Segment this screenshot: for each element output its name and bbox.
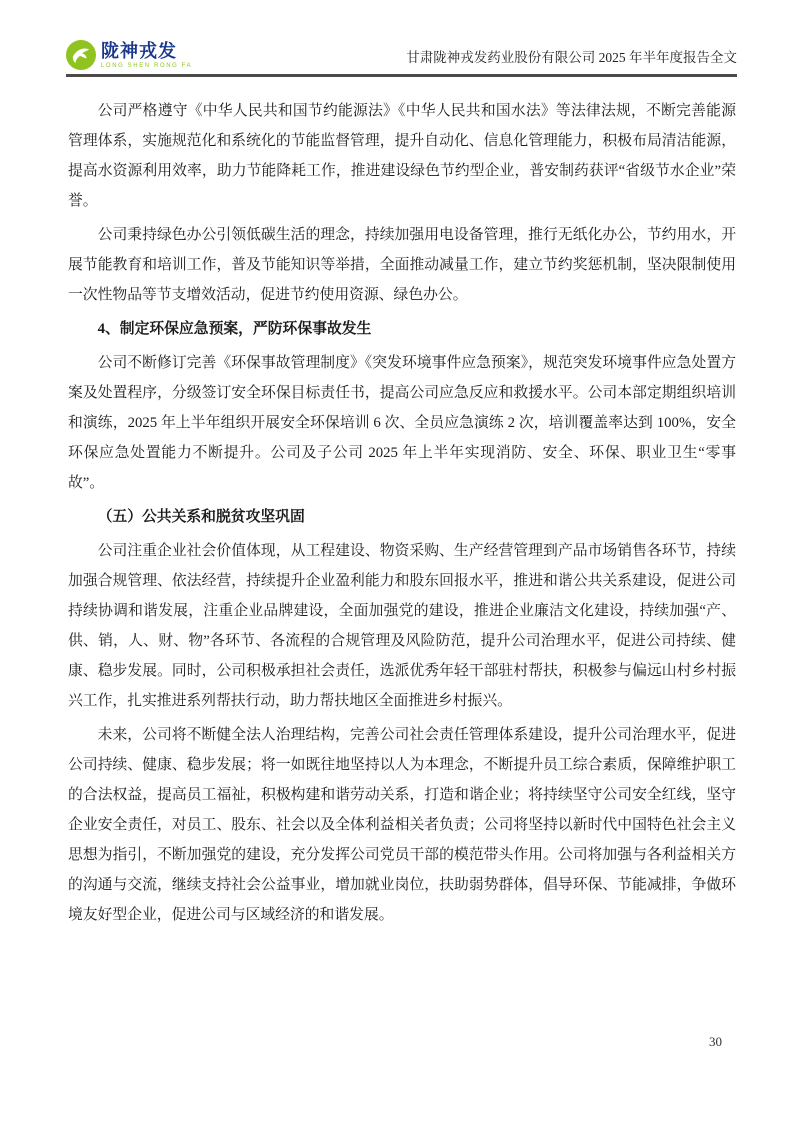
- paragraph-green-office: 公司秉持绿色办公引领低碳生活的理念，持续加强用电设备管理，推行无纸化办公，节约用水，开展节能教育和培训工作，普及节能知识等举措，全面推动减量工作，建立节约奖惩机制，坚决限制使用一次性物品等节支增效活动，促进节约使用资源、绿色办公。: [68, 227, 736, 303]
- paragraph-future-plan: 未来，公司将不断健全法人治理结构，完善公司社会责任管理体系建设，提升公司治理水平，促进公司持续、健康、稳步发展；将一如既往地坚持以人为本理念，不断提升员工综合素质，保障维护职工的合法权益，提高员工福祉，积极构建和谐劳动关系，打造和谐企业；将持续坚守公司安全红线，坚守企业安全责任，对员工、股东、社会以及全体利益相关者负责；公司将坚持以新时代中国特色社会主义思想为指引，不断加强党的建设，充分发挥公司党员干部的模范带头作用。公司将加强与各利益相关方的沟通与交流，继续支持社会公益事业，增加就业岗位，扶助弱势群体，倡导环保、节能减排，争做环境友好型企业，促进公司与区域经济的和谐发展。: [68, 727, 736, 923]
- paragraph-emergency-plan: 公司不断修订完善《环保事故管理制度》《突发环境事件应急预案》，规范突发环境事件应急处置方案及处置程序，分级签订安全环保目标责任书，提高公司应急反应和救援水平。公司本部定期组织培训和演练，2025 年上半年组织开展安全环保培训 6 次、全员应急演练 2 次，培训覆盖率达到 100%，安全环保应急处置能力不断提升。公司及子公司 2025 年上半年实现消防、安全、环保、职业卫生“零事故”。: [68, 355, 736, 491]
- report-title: 甘肃陇神戎发药业股份有限公司 2025 年半年度报告全文: [406, 50, 737, 65]
- section-heading-emergency-plan: 4、制定环保应急预案，严防环保事故发生: [97, 321, 372, 337]
- company-logo-subtitle: LONG SHEN RONG FA: [101, 62, 193, 69]
- page-header: [66, 40, 737, 77]
- section-heading-public-relations: （五）公共关系和脱贫攻坚巩固: [97, 509, 305, 525]
- page-number: 30: [709, 1034, 722, 1049]
- company-logo-name: 陇神戎发: [101, 40, 177, 61]
- company-logo-icon: [66, 40, 96, 70]
- paragraph-social-value: 公司注重企业社会价值体现，从工程建设、物资采购、生产经营管理到产品市场销售各环节，持续加强合规管理、依法经营，持续提升企业盈利能力和股东回报水平，推进和谐公共关系建设，促进公司持续协调和谐发展，注重企业品牌建设，全面加强党的建设，推进企业廉洁文化建设，持续加强“产、供、销，人、财、物”各环节、各流程的合规管理及风险防范，提升公司治理水平，促进公司持续、健康、稳步发展。同时，公司积极承担社会责任，选派优秀年轻干部驻村帮扶，积极参与偏远山村乡村振兴工作，扎实推进系列帮扶行动，助力帮扶地区全面推进乡村振兴。: [68, 543, 736, 709]
- paragraph-energy-law: 公司严格遵守《中华人民共和国节约能源法》《中华人民共和国水法》等法律法规，不断完善能源管理体系，实施规范化和系统化的节能监督管理，提升自动化、信息化管理能力，积极布局清洁能源，提高水资源利用效率，助力节能降耗工作，推进建设绿色节约型企业，普安制药获评“省级节水企业”荣誉。: [68, 103, 736, 209]
- company-logo-text: [101, 42, 192, 69]
- report-body: [68, 96, 736, 934]
- company-logo: [66, 40, 192, 70]
